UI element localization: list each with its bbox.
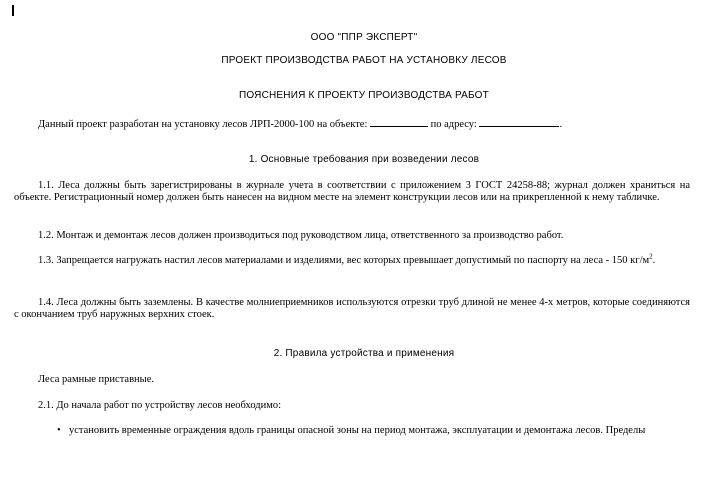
section2-heading: 2. Правила устройства и применения bbox=[273, 348, 455, 359]
intro-paragraph bbox=[14, 117, 690, 131]
intro-text-middle: по адресу: bbox=[427, 119, 480, 130]
paragraph-1-3 bbox=[14, 252, 690, 267]
paragraph-1-2: 1.2. Монтаж и демонтаж лесов должен производиться под руководством лица, ответственного за производство работ. bbox=[38, 230, 564, 241]
bullet-item bbox=[57, 425, 697, 437]
company-name: ООО "ППР ЭКСПЕРТ" bbox=[310, 32, 418, 43]
text-cursor-marker bbox=[12, 5, 14, 16]
squared-superscript: 2 bbox=[649, 252, 653, 261]
bullet-text: установить временные ограждения вдоль границы опасной зоны на период монтажа, эксплуатации и демонтажа лесов. Пределы bbox=[69, 425, 646, 436]
intro-text-before: Данный проект разработан на установку лесов ЛРП-2000-100 на объекте: bbox=[38, 119, 370, 130]
address-blank-field bbox=[479, 117, 559, 127]
intro-text-end: . bbox=[559, 119, 563, 130]
object-blank-field bbox=[370, 117, 428, 127]
project-title: ПРОЕКТ ПРОИЗВОДСТВА РАБОТ НА УСТАНОВКУ ЛЕСОВ bbox=[221, 55, 507, 66]
section1-heading: 1. Основные требования при возведении лесов bbox=[248, 154, 480, 165]
explanation-title: ПОЯСНЕНИЯ К ПРОЕКТУ ПРОИЗВОДСТВА РАБОТ bbox=[239, 90, 489, 101]
paragraph-1-4: 1.4. Леса должны быть заземлены. В качестве молниеприемников используются отрезки труб длиной не менее 4-х метров, которые соединяются с окончанием труб наружных верхних стоек. bbox=[14, 297, 690, 320]
bullet-dot-icon: • bbox=[57, 425, 61, 436]
paragraph-2-1: 2.1. До начала работ по устройству лесов необходимо: bbox=[38, 400, 282, 411]
section2-subtitle: Леса рамные приставные. bbox=[38, 374, 155, 385]
paragraph-1-3-end: . bbox=[652, 255, 656, 266]
paragraph-1-1: 1.1. Леса должны быть зарегистрированы в журнале учета в соответствии с приложением 3 ГОСТ 24258-88; журнал должен храниться на объекте. Регистрационный номер должен быть нанесен на видном месте на элемент конструкции лесов или на прикрепленной к нему табличке. bbox=[14, 180, 690, 203]
paragraph-1-3-text: 1.3. Запрещается нагружать настил лесов материалами и изделиями, вес которых превышает допустимый по паспорту на леса - 150 кг/м bbox=[38, 255, 650, 266]
